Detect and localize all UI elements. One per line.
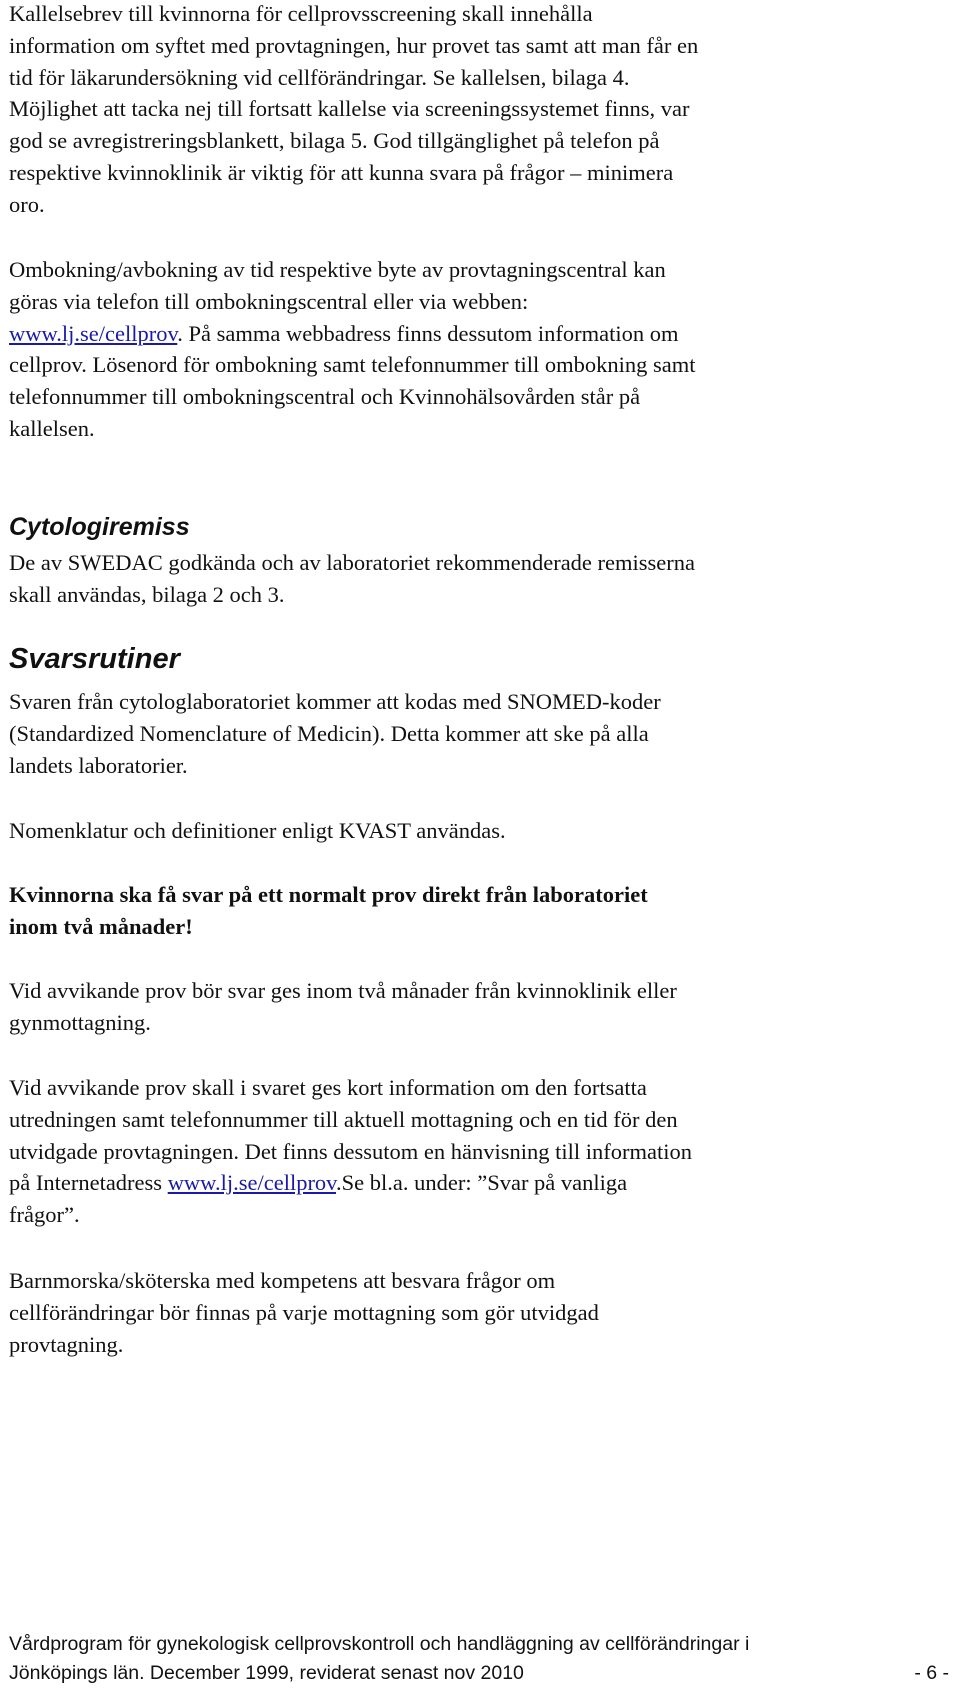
text-line: . På samma webbadress finns dessutom information om bbox=[177, 320, 679, 346]
text-line: (Standardized Nomenclature of Medicin). Detta kommer att ske på alla bbox=[9, 720, 649, 746]
text-line: inom två månader! bbox=[9, 913, 193, 939]
text-line: cellprov. Lösenord för ombokning samt telefonnummer till ombokning samt bbox=[9, 352, 696, 378]
text-line: information om syftet med provtagningen, hur provet tas samt att man får en bbox=[9, 32, 699, 58]
text-line: telefonnummer till ombokningscentral och Kvinnohälsovården står på bbox=[9, 384, 641, 410]
text-line: .Se bl.a. under: ”Svar på vanliga bbox=[335, 1170, 628, 1196]
paragraph-ombokning bbox=[9, 254, 909, 445]
paragraph-avvikande-1 bbox=[9, 975, 909, 1039]
page-number: - 6 - bbox=[914, 1662, 949, 1684]
paragraph-cytologiremiss bbox=[9, 547, 909, 611]
text-line: skall användas, bilaga 2 och 3. bbox=[9, 581, 285, 607]
text-line: utredningen samt telefonnummer till aktuell mottagning och en tid för den bbox=[9, 1106, 678, 1132]
footer-line bbox=[9, 1659, 949, 1688]
text-line: kallelsen. bbox=[9, 415, 95, 441]
text-line: Möjlighet att tacka nej till fortsatt kallelse via screeningssystemet finns, var bbox=[9, 96, 690, 122]
text-line: Barnmorska/sköterska med kompetens att besvara frågor om bbox=[9, 1268, 556, 1293]
paragraph-avvikande-2 bbox=[9, 1072, 909, 1231]
paragraph-normalt-prov bbox=[9, 879, 909, 943]
text-line: oro. bbox=[9, 191, 45, 217]
footer-line: Vårdprogram för gynekologisk cellprovskontroll och handläggning av cellförändringar i bbox=[9, 1633, 750, 1655]
text-line: Nomenklatur och definitioner enligt KVAST användas. bbox=[9, 818, 506, 843]
text-line: Ombokning/avbokning av tid respektive byte av provtagningscentral kan bbox=[9, 257, 666, 282]
text-line: Kallelsebrev till kvinnorna för cellprovsscreening skall innehålla bbox=[9, 1, 593, 26]
text-line: göras via telefon till ombokningscentral eller via webben: bbox=[9, 288, 529, 314]
text-line: god se avregistreringsblankett, bilaga 5. God tillgänglighet på telefon på bbox=[9, 128, 660, 154]
text-line: provtagning. bbox=[9, 1331, 124, 1357]
paragraph-barnmorska bbox=[9, 1265, 909, 1360]
footer-date-text: Jönköpings län. December 1999, reviderat senast nov 2010 bbox=[9, 1662, 524, 1684]
paragraph-svarsrutiner bbox=[9, 686, 909, 781]
text-line: Vid avvikande prov skall i svaret ges kort information om den fortsatta bbox=[9, 1075, 647, 1100]
text-line: på Internetadress bbox=[9, 1170, 168, 1196]
text-line: Vid avvikande prov bör svar ges inom två månader från kvinnoklinik eller bbox=[9, 978, 677, 1003]
cellprov-link-2[interactable]: www.lj.se/cellprov bbox=[167, 1170, 336, 1196]
heading-svarsrutiner: Svarsrutiner bbox=[9, 643, 180, 675]
text-line: frågor”. bbox=[9, 1202, 80, 1228]
text-line: landets laboratorier. bbox=[9, 752, 188, 778]
paragraph-nomenklatur bbox=[9, 815, 909, 847]
text-line: De av SWEDAC godkända och av laboratoriet rekommenderade remisserna bbox=[9, 550, 695, 575]
text-line: tid för läkarundersökning vid cellförändringar. Se kallelsen, bilaga 4. bbox=[9, 64, 630, 90]
text-line: respektive kvinnoklinik är viktig för att kunna svara på frågor – minimera bbox=[9, 159, 674, 185]
text-line: utvidgade provtagningen. Det finns dessutom en hänvisning till information bbox=[9, 1138, 693, 1164]
text-line: Svaren från cytologlaboratoriet kommer att kodas med SNOMED-koder bbox=[9, 689, 661, 714]
cellprov-link[interactable]: www.lj.se/cellprov bbox=[9, 320, 178, 346]
page-footer bbox=[9, 1630, 949, 1688]
heading-cytologiremiss: Cytologiremiss bbox=[9, 513, 190, 541]
paragraph-kallelsebrev bbox=[9, 0, 909, 221]
text-line: gynmottagning. bbox=[9, 1009, 151, 1035]
text-line: cellförändringar bör finnas på varje mottagning som gör utvidgad bbox=[9, 1299, 599, 1325]
text-line: Kvinnorna ska få svar på ett normalt prov direkt från laboratoriet bbox=[9, 882, 648, 907]
